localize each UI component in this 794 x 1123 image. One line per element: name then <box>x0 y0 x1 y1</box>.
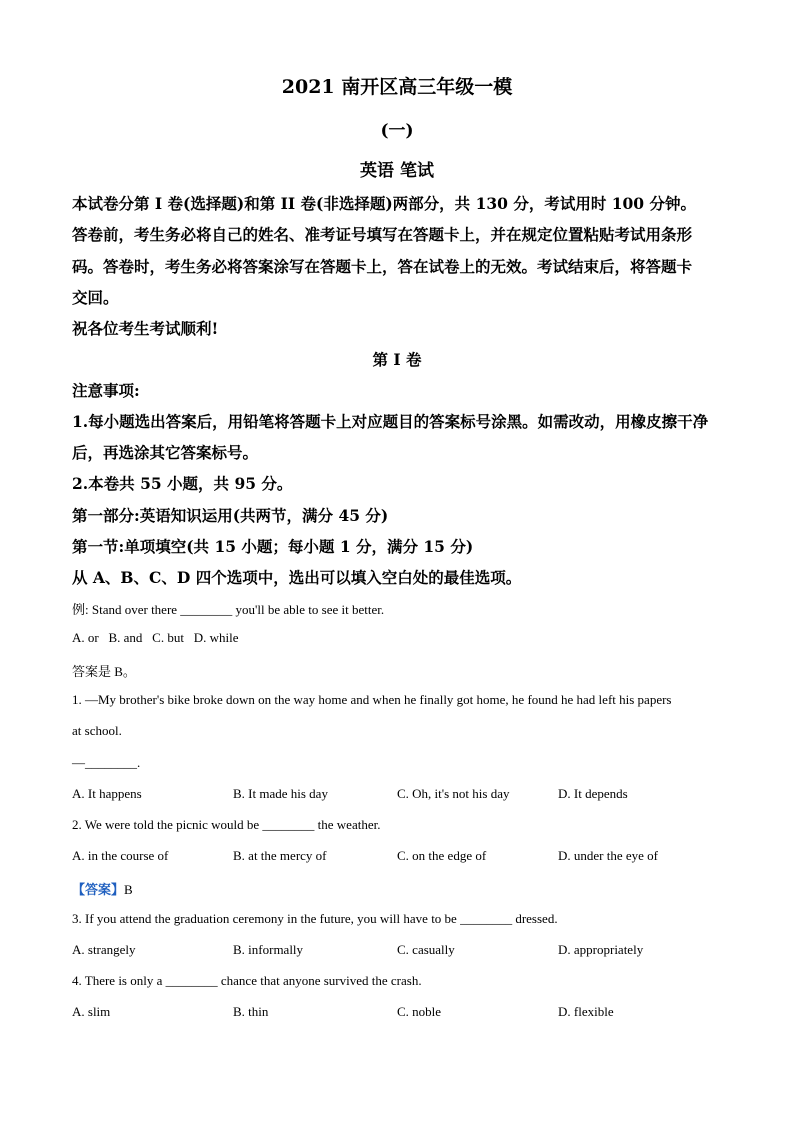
note-item: 2.本卷共 55 小题，共 95 分。 <box>72 474 293 493</box>
question-stem: —________. <box>72 755 141 770</box>
option-d: D. appropriately <box>558 942 644 957</box>
option-b: B. It made his day <box>233 786 328 801</box>
part-heading: 第 I 卷 <box>372 350 422 369</box>
option-d: D. under the eye of <box>558 848 658 863</box>
question-stem: 2. We were told the picnic would be ________ the weather. <box>72 817 381 832</box>
question-stem: at school. <box>72 723 122 738</box>
exam-subtitle: (一) <box>380 121 414 141</box>
question-stem: 1. —My brother's bike broke down on the way home and when he finally got home, he found he had left his papers <box>72 692 672 707</box>
note-item: 1.每小题选出答案后，用铅笔将答题卡上对应题目的答案标号涂黑。如需改动，用橡皮擦干净 <box>72 412 709 431</box>
option-a: A. in the course of <box>72 848 169 863</box>
notes-label: 注意事项: <box>72 381 140 400</box>
answer-line <box>72 879 133 898</box>
example-question: 例: Stand over there ________ you'll be able to see it better. <box>72 602 385 617</box>
option-c: C. noble <box>397 1004 442 1019</box>
option-d: D. It depends <box>558 786 628 801</box>
intro-line: 答卷前，考生务必将自己的姓名、准考证号填写在答题卡上，并在规定位置粘贴考试用条形 <box>72 225 693 244</box>
option-b: B. informally <box>233 942 304 957</box>
option-c: C. Oh, it's not his day <box>397 786 510 801</box>
option-a: A. It happens <box>72 786 142 801</box>
instruction-text: 从 A、B、C、D 四个选项中，选出可以填入空白处的最佳选项。 <box>72 568 522 587</box>
exam-title: 2021 南开区高三年级一模 <box>281 76 513 98</box>
example-options: A. or B. and C. but D. while <box>72 630 239 645</box>
section-heading: 第一部分:英语知识运用(共两节，满分 45 分) <box>72 506 389 525</box>
subsection-heading: 第一节:单项填空(共 15 小题；每小题 1 分，满分 15 分) <box>72 537 474 556</box>
option-d: D. flexible <box>558 1004 614 1019</box>
good-luck-text: 祝各位考生考试顺利! <box>72 319 219 338</box>
option-c: C. on the edge of <box>397 848 487 863</box>
intro-line: 码。答卷时，考生务必将答案涂写在答题卡上，答在试卷上的无效。考试结束后，将答题卡 <box>72 257 693 276</box>
intro-line: 交回。 <box>72 288 119 307</box>
answer-tag: 【答案】 <box>72 882 125 897</box>
option-a: A. strangely <box>72 942 136 957</box>
note-item: 后，再选涂其它答案标号。 <box>72 443 259 462</box>
option-b: B. at the mercy of <box>233 848 327 863</box>
option-c: C. casually <box>397 942 455 957</box>
question-stem: 4. There is only a ________ chance that anyone survived the crash. <box>72 973 422 988</box>
option-b: B. thin <box>233 1004 269 1019</box>
intro-line: 本试卷分第 I 卷(选择题)和第 II 卷(非选择题)两部分，共 130 分，考试用时 100 分钟。 <box>72 194 696 213</box>
exam-subject: 英语 笔试 <box>360 161 434 181</box>
answer-value: B <box>124 882 133 897</box>
question-stem: 3. If you attend the graduation ceremony in the future, you will have to be ________ dressed. <box>72 911 558 926</box>
example-answer: 答案是 B。 <box>72 664 136 679</box>
option-a: A. slim <box>72 1004 111 1019</box>
